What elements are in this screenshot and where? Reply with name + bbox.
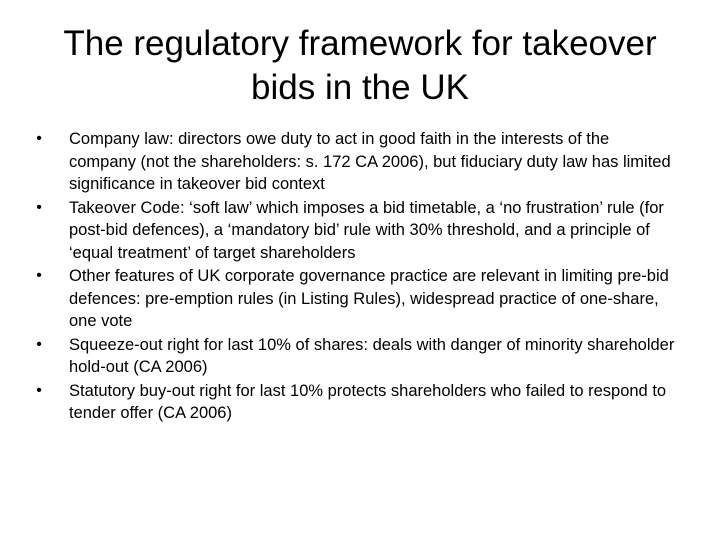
bullet-text: Other features of UK corporate governance practice are relevant in limiting pre-bid defences: pre-emption rules (in Listing Rules), widespread practice of one-share, one vote — [69, 267, 669, 330]
bullet-item — [30, 380, 680, 425]
bullet-marker: • — [36, 381, 42, 399]
bullet-item — [30, 265, 680, 333]
bullet-text: Statutory buy-out right for last 10% protects shareholders who failed to respond to tender offer (CA 2006) — [69, 381, 667, 422]
bullet-text: Squeeze-out right for last 10% of shares: deals with danger of minority shareholder hold-out (CA 2006) — [69, 335, 675, 376]
bullet-marker: • — [36, 267, 42, 284]
bullet-item — [30, 197, 680, 265]
bullet-marker: • — [36, 198, 42, 216]
bullet-item — [30, 334, 680, 379]
bullet-list — [30, 128, 680, 426]
bullet-text: Takeover Code: ‘soft law’ which imposes a bid timetable, a ‘no frustration’ rule (for post-bid defences), a ‘mandatory bid’ rule with 30% threshold, and a principle of ‘equal treatment’ of target shareholders — [69, 198, 664, 262]
bullet-item — [30, 128, 680, 196]
slide-title: The regulatory framework for takeover bids in the UK — [63, 24, 657, 107]
bullet-marker: • — [36, 130, 42, 147]
bullet-text: Company law: directors owe duty to act in good faith in the interests of the company (not the shareholders: s. 172 CA 2006), but fiduciary duty law has limited significance in takeover bid context — [69, 130, 671, 193]
bullet-marker: • — [36, 335, 42, 353]
